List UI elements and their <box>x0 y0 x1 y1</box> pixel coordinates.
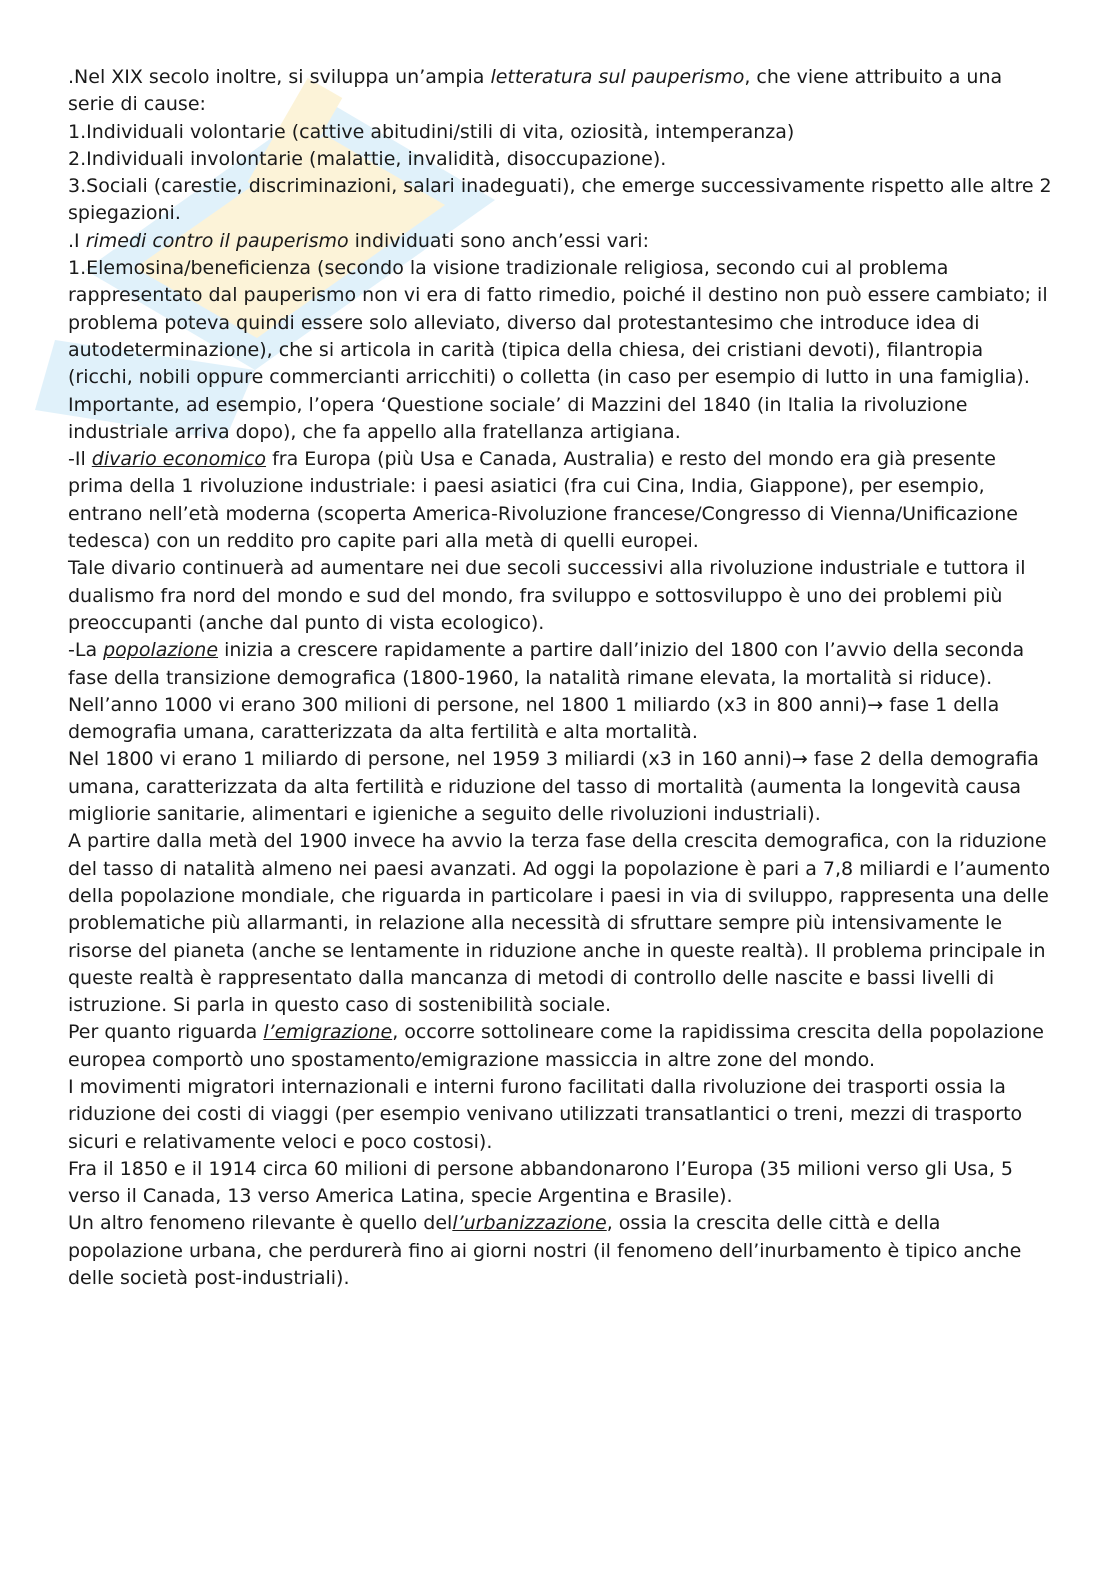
list-item: 1.Individuali volontarie (cattive abitudini/stili di vita, oziosità, intemperanza) <box>68 120 795 143</box>
paragraph: Nell’anno 1000 vi erano 300 milioni di persone, nel 1800 1 miliardo (x3 in 800 anni)→ fase 1 della demografia umana, caratterizzata da alta fertilità e alta mortalità. <box>68 693 1000 744</box>
text-run: -La <box>68 639 104 662</box>
paragraph <box>68 64 1053 119</box>
underlined-term: divario economico <box>91 448 267 471</box>
paragraph: Tale divario continuerà ad aumentare nei due secoli successivi alla rivoluzione industriale e tuttora il dualismo fra nord del mondo e sud del mondo, fra sviluppo e sottosviluppo è uno dei problemi più preoccupanti (anche dal punto di vista ecologico). <box>68 557 1026 634</box>
text-run: .I <box>68 229 86 252</box>
text-run: Per quanto riguarda <box>68 1021 264 1044</box>
text-run: .Nel XIX secolo inoltre, si sviluppa un’ampia <box>68 66 491 88</box>
text-run: -Il <box>68 448 92 471</box>
paragraph <box>68 1210 1053 1292</box>
text-run: individuati sono anch’essi vari: <box>348 229 649 252</box>
document-body <box>68 64 1053 1292</box>
text-run: inizia a crescere rapidamente a partire dall’inizio del 1800 con l’avvio della seconda fase della transizione demografica (1800-1960, la natalità rimane elevata, la mortalità si riduce). <box>68 639 1025 689</box>
text-run: , che viene attribuito a una serie di cause: <box>68 66 1003 116</box>
paragraph <box>68 1019 1053 1074</box>
paragraph: Nel 1800 vi erano 1 miliardo di persone, nel 1959 3 miliardi (x3 in 160 anni)→ fase 2 della demografia umana, caratterizzata da alta fertilità e riduzione del tasso di mortalità (aumenta la longevità causa migliorie sanitarie, alimentari e igieniche a seguito delle rivoluzioni industriali). <box>68 748 1039 826</box>
list-item: 1.Elemosina/beneficienza (secondo la visione tradizionale religiosa, secondo cui al problema rappresentato dal pauperismo non vi era di fatto rimedio, poiché il destino non può essere cambiato; il problema poteva quindi essere solo alleviato, diverso dal protestantesimo che introduce idea di autodeterminazione), che si articola in carità (tipica della chiesa, dei cristiani devoti), filantropia (ricchi, nobili oppure commercianti arricchiti) o colletta (in caso per esempio di lutto in una famiglia). <box>68 257 1048 389</box>
paragraph <box>68 637 1053 692</box>
paragraph <box>68 446 1053 555</box>
paragraph: Fra il 1850 e il 1914 circa 60 milioni di persone abbandonarono l’Europa (35 milioni verso gli Usa, 5 verso il Canada, 13 verso America Latina, specie Argentina e Brasile). <box>68 1157 1013 1208</box>
underlined-term: popolazione <box>103 639 219 662</box>
list-item: 2.Individuali involontarie (malattie, invalidità, disoccupazione). <box>68 147 667 170</box>
paragraph: Importante, ad esempio, l’opera ‘Questione sociale’ di Mazzini del 1840 (in Italia la rivoluzione industriale arriva dopo), che fa appello alla fratellanza artigiana. <box>68 393 968 443</box>
text-run: , ossia la crescita delle città e della popolazione urbana, che perdurerà fino ai giorni nostri (il fenomeno dell’inurbamento è tipico anche delle società post-industriali). <box>68 1212 1022 1290</box>
paragraph: A partire dalla metà del 1900 invece ha avvio la terza fase della crescita demografica, con la riduzione del tasso di natalità almeno nei paesi avanzati. Ad oggi la popolazione è pari a 7,8 miliardi e l’aumento della popolazione mondiale, che riguarda in particolare i paesi in via di sviluppo, rappresenta una delle problematiche più allarmanti, in relazione alla necessità di sfruttare sempre più intensivamente le risorse del pianeta (anche se lentamente in riduzione anche in queste realtà). Il problema principale in queste realtà è rappresentato dalla mancanza di metodi di controllo delle nascite e bassi livelli di istruzione. Si parla in questo caso di sostenibilità sociale. <box>68 830 1051 1017</box>
text-run: , occorre sottolineare come la rapidissima crescita della popolazione europea comportò uno spostamento/emigrazione massiccia in altre zone del mondo. <box>68 1021 1044 1071</box>
text-run: Un altro fenomeno rilevante è quello del <box>68 1212 453 1235</box>
italic-term: rimedi contro il pauperismo <box>85 229 349 252</box>
text-run: fra Europa (più Usa e Canada, Australia) e resto del mondo era già presente prima della 1 rivoluzione industriale: i paesi asiatici (fra cui Cina, India, Giappone), per esempio, entrano nell’età moderna (scoperta America-Rivoluzione francese/Congresso di Vienna/Unificazione tedesca) con un reddito pro capite pari alla metà di quelli europei. <box>68 448 1018 553</box>
list-item: 3.Sociali (carestie, discriminazioni, salari inadeguati), che emerge successivamente rispetto alle altre 2 spiegazioni. <box>68 175 1052 225</box>
paragraph <box>68 228 1053 255</box>
paragraph: I movimenti migratori internazionali e interni furono facilitati dalla rivoluzione dei trasporti ossia la riduzione dei costi di viaggi (per esempio venivano utilizzati transatlantici o treni, mezzi di trasporto sicuri e relativamente veloci e poco costosi). <box>68 1075 1023 1153</box>
underlined-term: l’emigrazione <box>263 1021 393 1044</box>
italic-term: letteratura sul pauperismo <box>490 66 745 88</box>
underlined-term: l’urbanizzazione <box>452 1212 607 1235</box>
